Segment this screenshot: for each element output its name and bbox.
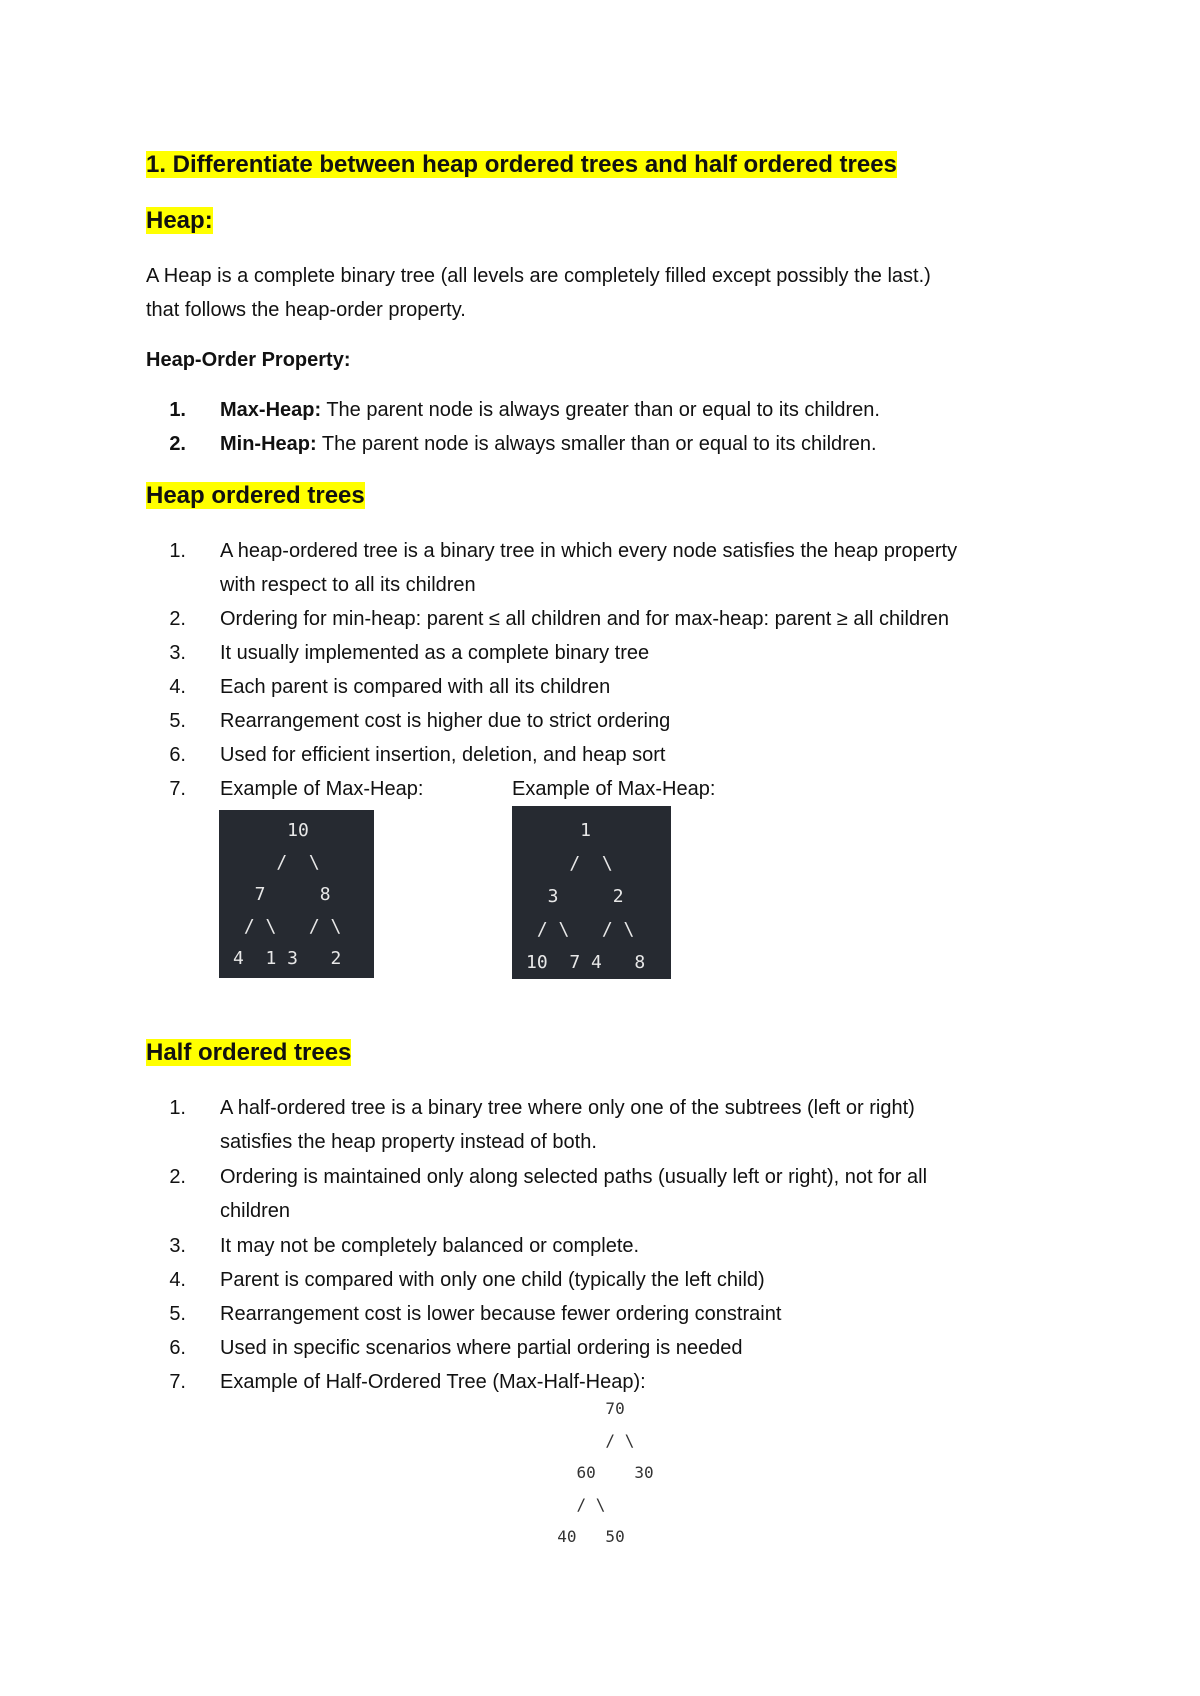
heap-ordered-heading: Heap ordered trees xyxy=(146,482,365,509)
max-heap-tree-image-1: 10 / \ 7 8 / \ / \ 4 1 3 2 xyxy=(219,810,374,978)
example-label-2: Example of Max-Heap: xyxy=(512,778,716,800)
page-title: 1. Differentiate between heap ordered trees and half ordered trees xyxy=(146,151,897,178)
max-heap-tree-image-2: 1 / \ 3 2 / \ / \ 10 7 4 8 xyxy=(512,806,671,979)
half-heap-tree-image: 70 / \ 60 30 / \ 40 50 xyxy=(557,1399,654,1546)
list-item: 1. A half-ordered tree is a binary tree where only one of the subtrees (left or right) satisfies the heap property instead of both. xyxy=(169,1097,915,1153)
heap-order-property-heading: Heap-Order Property: xyxy=(146,349,351,371)
half-ordered-heading: Half ordered trees xyxy=(146,1039,352,1066)
list-item: 2. Ordering is maintained only along selected paths (usually left or right), not for all children xyxy=(169,1166,928,1222)
document-page: 1. Differentiate between heap ordered trees and half ordered trees Heap: A Heap is a complete binary tree (all levels are completely filled except possibly the last.) that follows the heap-order property. Heap-Order Property: 1. Max-Heap: The parent node is always greater than or equal to its children. 2. Min-Heap: The parent node is always smaller than or equal to its children. Heap ordered trees 1. A heap-ordered tree is a binary tree in which every node satisfies the heap property with respect to all its children 2. Ordering for min-heap: parent ≤ all children and for max-heap: parent ≥ all children 3. It usually implemented as a complete binary tree 4. Each parent is compared with all its children 5. Rearrangement cost is higher due to strict ordering 6. Used for efficient insertion, deletion, and heap sort 7. Example of Max-Heap: Example of Max-Heap: 10 / \ 7 8 / \ / \ 4 1 3 2 1 / \ 3 2 / \ / \ 10 7 4 8 Half ordered trees 1. A half-ordered tree is a binary tree where only one of the subtrees (left or right) satisfies the heap property instead of both. 2. Ordering is maintained only along selected paths (usually left or right), not for all children 3. It may not be completely balanced or complete. 4. Parent is compared with only one child (typically the left child) 5. Rearrangement cost is lower because fewer ordering constraint 6. Used in specific scenarios where partial ordering is needed 7. Example of Half-Ordered Tree (Max-Half-Heap): 70 / \ 60 30 / \ 40 50 xyxy=(0,0,1200,1696)
list-item: 1. A heap-ordered tree is a binary tree in which every node satisfies the heap property with respect to all its children xyxy=(169,540,958,596)
heap-heading: Heap: xyxy=(146,207,213,234)
heap-description-line1: A Heap is a complete binary tree (all levels are completely filled except possibly the last.) xyxy=(146,265,931,287)
heap-description-line2: that follows the heap-order property. xyxy=(146,299,466,321)
